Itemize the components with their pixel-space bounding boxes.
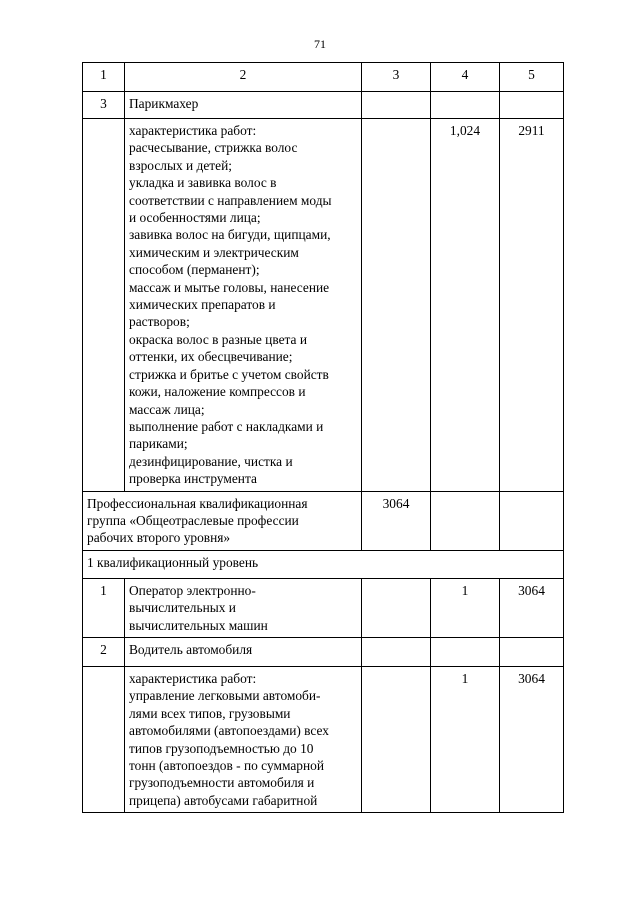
coefficient-cell: 1 [431, 666, 500, 812]
page-number: 71 [314, 37, 326, 51]
text-line: группа «Общеотраслевые профессии [87, 512, 299, 528]
text-line: химических препаратов и [129, 297, 276, 313]
empty-cell [362, 666, 431, 812]
text-line: способом (перманент); [129, 262, 260, 278]
salary-cell: 3064 [500, 666, 564, 812]
salary-cell: 2911 [500, 119, 564, 492]
text-line: массаж лица; [129, 401, 205, 417]
header-row [83, 63, 564, 92]
text-line: типов грузоподъемностью до 10 [129, 740, 314, 756]
text-line: характеристика работ: [129, 123, 257, 138]
header-cell-3: 3 [362, 63, 431, 92]
text-line: Профессиональная квалификационная [87, 495, 308, 511]
text-line: массаж и мытье головы, нанесение [129, 279, 330, 295]
text-line: автомобилями (автопоездами) всех [129, 723, 329, 739]
row-number: 2 [83, 637, 125, 666]
profession-name [125, 578, 362, 637]
row-hairdresser [83, 92, 564, 119]
tariff-table [82, 62, 564, 813]
text-line: проверка инструмента [129, 471, 257, 487]
text-line: вычислительных и [129, 600, 236, 616]
empty-cell [83, 119, 125, 492]
work-characteristics [125, 666, 362, 812]
row-hairdresser-characteristics [83, 119, 564, 492]
empty-cell [362, 119, 431, 492]
text-line: укладка и завивка волос в [129, 175, 277, 191]
text-line: париками; [129, 436, 188, 452]
empty-cell [362, 578, 431, 637]
empty-cell [431, 637, 500, 666]
text-line: химическим и электрическим [129, 244, 299, 260]
row-driver-characteristics [83, 666, 564, 812]
text-line: характеристика работ: [129, 670, 257, 686]
qualification-level-label: 1 квалификационный уровень [83, 550, 564, 578]
empty-cell [500, 491, 564, 550]
text-line: рабочих второго уровня» [87, 530, 231, 546]
empty-cell [431, 491, 500, 550]
text-line: кожи, наложение компрессов и [129, 384, 306, 400]
empty-cell [431, 92, 500, 119]
empty-cell [362, 637, 431, 666]
text-line: управление легковыми автомоби- [129, 688, 321, 704]
row-qualification-group [83, 491, 564, 550]
empty-cell [500, 92, 564, 119]
profession-name: Парикмахер [125, 92, 362, 119]
coefficient-cell: 1 [431, 578, 500, 637]
empty-cell [500, 637, 564, 666]
header-cell-1: 1 [83, 63, 125, 92]
qualification-group-title [83, 491, 362, 550]
profession-name: Водитель автомобиля [125, 637, 362, 666]
row-qualification-level [83, 550, 564, 578]
text-line: и особенностями лица; [129, 210, 261, 226]
text-line: выполнение работ с накладками и [129, 418, 324, 434]
text-line: взрослых и детей; [129, 157, 232, 173]
text-line: растворов; [129, 314, 190, 330]
work-characteristics [125, 119, 362, 492]
row-driver [83, 637, 564, 666]
text-line: дезинфицирование, чистка и [129, 453, 293, 469]
header-cell-5: 5 [500, 63, 564, 92]
empty-cell [83, 666, 125, 812]
text-line: прицепа) автобусами габаритной [129, 792, 318, 808]
empty-cell [362, 92, 431, 119]
text-line: окраска волос в разные цвета и [129, 331, 308, 347]
text-line: стрижка и бритье с учетом свойств [129, 366, 329, 382]
salary-cell: 3064 [500, 578, 564, 637]
text-line: Оператор электронно- [129, 582, 256, 598]
text-line: соответствии с направлением моды [129, 192, 332, 208]
text-line: лями всех типов, грузовыми [129, 705, 291, 721]
text-line: тонн (автопоездов - по суммарной [129, 758, 324, 773]
header-cell-2: 2 [125, 63, 362, 92]
coefficient-cell: 1,024 [431, 119, 500, 492]
row-operator [83, 578, 564, 637]
header-cell-4: 4 [431, 63, 500, 92]
row-number: 1 [83, 578, 125, 637]
text-line: завивка волос на бигуди, щипцами, [129, 227, 331, 243]
text-line: вычислительных машин [129, 617, 268, 633]
row-number: 3 [83, 92, 125, 119]
text-line: расчесывание, стрижка волос [129, 140, 298, 156]
text-line: грузоподъемности автомобиля и [129, 775, 315, 791]
text-line: оттенки, их обесцвечивание; [129, 349, 293, 365]
base-salary-cell: 3064 [362, 491, 431, 550]
